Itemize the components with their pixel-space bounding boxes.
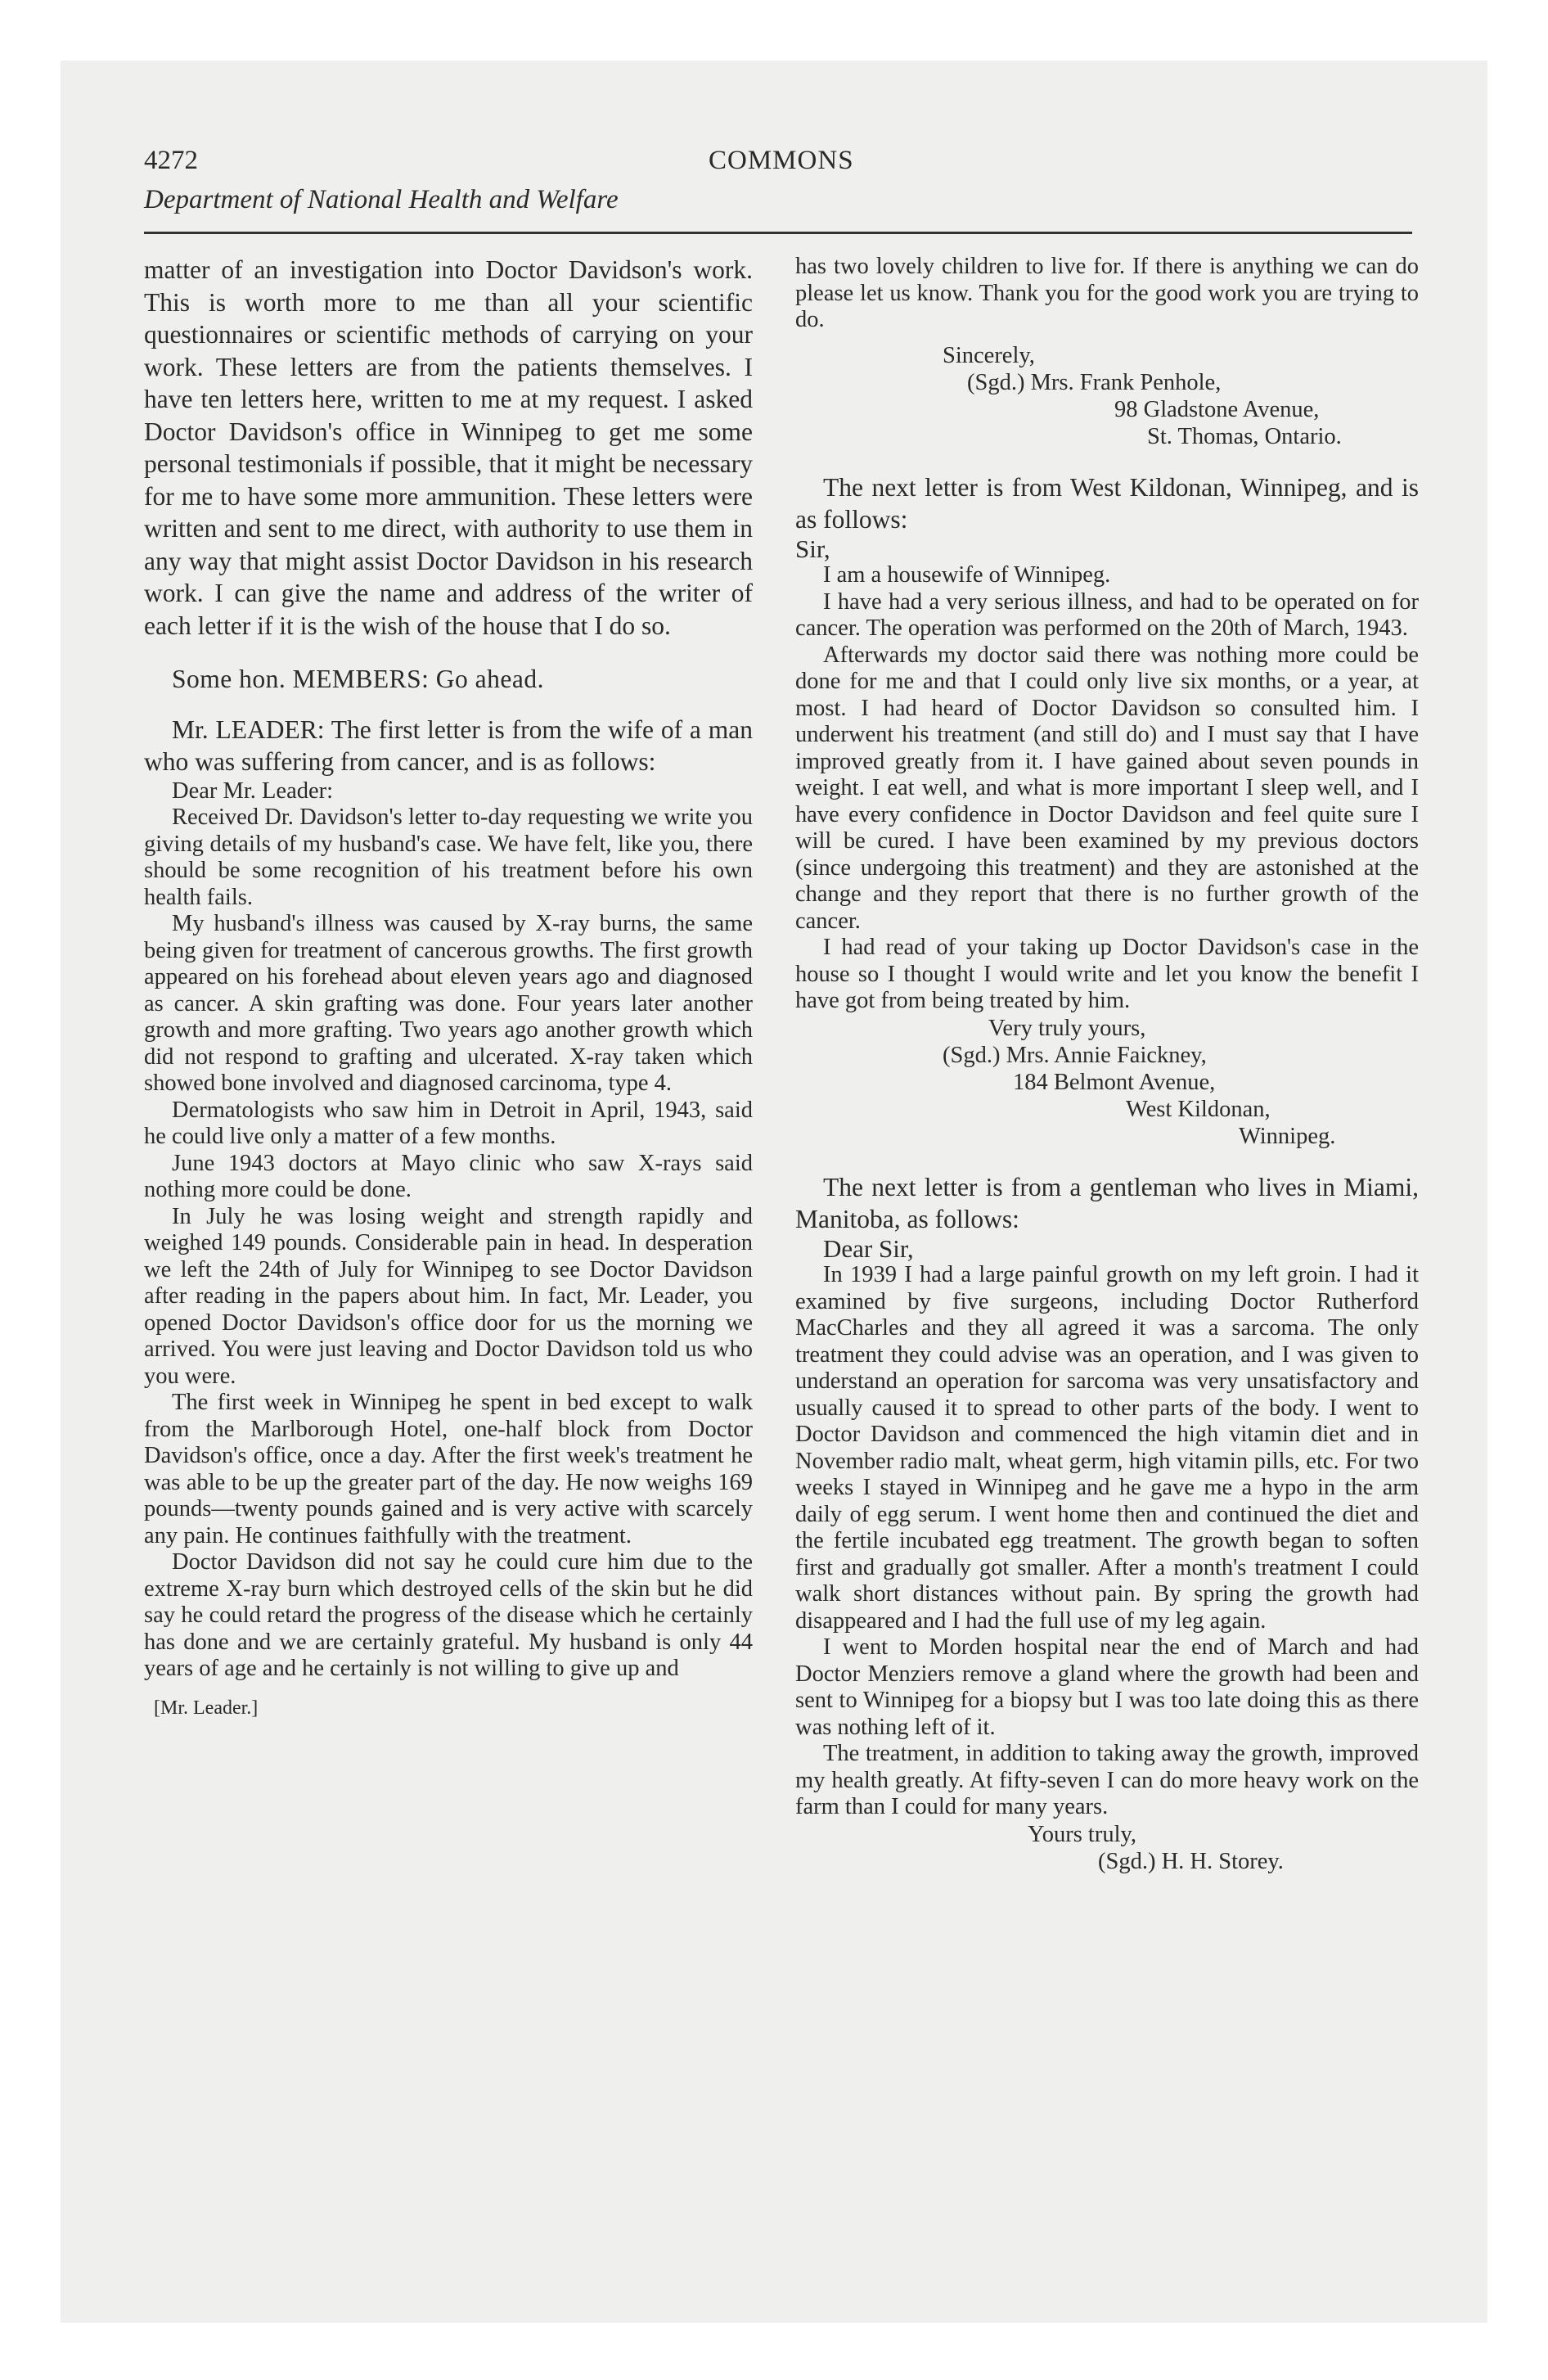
letter-paragraph: The treatment, in addition to taking away the growth, improved my health greatly. At fifty-seven I can do more heavy work on the farm than I could for many years.	[795, 1741, 1419, 1819]
letter-paragraph: My husband's illness was caused by X-ray burns, the same being given for treatment of cancerous growths. The first growth appeared on his forehead about eleven years ago and diagnosed as cancer. A skin grafting was done. Four years later another growth and more grafting. Two years ago another growth which did not respond to grafting and ulcerated. X-ray taken which showed bone involved and diagnosed carcinoma, type 4.	[144, 911, 753, 1096]
signature-line: 184 Belmont Avenue,	[1013, 1069, 1216, 1095]
signature-line: (Sgd.) H. H. Storey.	[1098, 1848, 1284, 1874]
signature-line: (Sgd.) Mrs. Frank Penhole,	[967, 369, 1222, 395]
signature-line: (Sgd.) Mrs. Annie Faickney,	[943, 1042, 1207, 1068]
signature-line: 98 Gladstone Avenue,	[1114, 396, 1320, 422]
signature-line: Yours truly,	[1028, 1821, 1137, 1847]
speech-paragraph: matter of an investigation into Doctor Davidson's work. This is worth more to me than all your scientific questionnaires or scientific methods of carrying on your work. These letters are from the patients themselves. I have ten letters here, written to me at my request. I asked Doctor Davidson's office in Winnipeg to get me some personal testimonials if possible, that it might be necessary for me to have some more ammunition. These letters were written and sent to me direct, with authority to use them in any way that might assist Doctor Davidson in his research work. I can give the name and address of the writer of each letter if it is the wish of the house that I do so.	[144, 255, 753, 640]
signature-block	[795, 342, 1419, 450]
page-number: 4272	[144, 146, 198, 175]
letter-paragraph: In July he was losing weight and strength rapidly and weighed 149 pounds. Considerable pain in head. In desperation we left the 24th of July for Winnipeg to see Doctor Davidson after reading in the papers about him. In fact, Mr. Leader, you opened Doctor Davidson's office door for us the morning we arrived. You were just leaving and Doctor Davidson told us who you were.	[144, 1203, 753, 1389]
signature-line: West Kildonan,	[1126, 1096, 1271, 1122]
letter-paragraph: The first week in Winnipeg he spent in bed except to walk from the Marlborough Hotel, one-half block from Doctor Davidson's office, once a day. After the first week's treatment he was able to be up the greater part of the day. He now weighs 169 pounds—twenty pounds gained and is very active with scarcely any pain. He continues faithfully with the treatment.	[144, 1390, 753, 1548]
letter-paragraph: Afterwards my doctor said there was nothing more could be done for me and that I could only live six months, or a year, at most. I had heard of Doctor Davidson so consulted him. I underwent his treatment (and still do) and I must say that I have improved greatly from it. I have gained about seven pounds in weight. I eat well, and what is more important I sleep well, and I have every confidence in Doctor Davidson and feel quite sure I will be cured. I have been examined by my previous doctors (since undergoing this treatment) and they are astonished at the change and they report that there is no further growth of the cancer.	[795, 642, 1419, 934]
signature-line: Very truly yours,	[988, 1015, 1146, 1041]
letter-salutation: Sir,	[795, 534, 830, 563]
header-rule	[144, 232, 1412, 234]
letter-paragraph: I have had a very serious illness, and had to be operated on for cancer. The operation was performed on the 20th of March, 1943.	[795, 588, 1419, 641]
letter-paragraph: I went to Morden hospital near the end of March and had Doctor Menziers remove a gland where the growth had been and sent to Winnipeg for a biopsy but I was too late doing this as there was nothing left of it.	[795, 1634, 1419, 1740]
letter-paragraph: In 1939 I had a large painful growth on my left groin. I had it examined by five surgeons, including Doctor Rutherford MacCharles and they all agreed it was a sarcoma. The only treatment they could advise was an operation, and I was given to understand an operation for sarcoma was very unsatisfactory and usually caused it to spread to other parts of the body. I went to Doctor Davidson and commenced the high vitamin diet and in November radio malt, wheat germ, high vitamin pills, etc. For two weeks I stayed in Winnipeg and he gave me a hypo in the arm daily of egg serum. I went home then and continued the diet and the fertile incubated egg treatment. The growth began to soften first and gradually got smaller. After a month's treatment I could walk short distances without pain. By spring the growth had disappeared and I had the full use of my leg again.	[795, 1262, 1419, 1634]
signature-block	[795, 1015, 1419, 1150]
running-title: COMMONS	[709, 146, 854, 175]
right-column	[795, 254, 1419, 1875]
section-title: Department of National Health and Welfare	[144, 185, 619, 214]
speech-paragraph: Some hon. MEMBERS: Go ahead.	[172, 665, 544, 693]
letter-paragraph: I had read of your taking up Doctor Davidson's case in the house so I thought I would write and let you know the benefit I have got from being treated by him.	[795, 935, 1419, 1013]
signature-block	[795, 1821, 1419, 1875]
speaker-attribution: [Mr. Leader.]	[154, 1697, 259, 1719]
letter-paragraph: June 1943 doctors at Mayo clinic who saw X-rays said nothing more could be done.	[144, 1150, 753, 1202]
letter-salutation: Dear Mr. Leader:	[172, 778, 334, 804]
letter-paragraph: Doctor Davidson did not say he could cure him due to the extreme X-ray burn which destroyed cells of the skin but he did say he could retard the progress of the disease which he certainly has done and we are certainly grateful. My husband is only 44 years of age and he certainly is not willing to give up and	[144, 1549, 753, 1681]
letter-paragraph: has two lovely children to live for. If there is anything we can do please let us know. Thank you for the good work you are trying to do.	[795, 254, 1419, 332]
speech-paragraph: Mr. LEADER: The first letter is from the wife of a man who was suffering from cancer, and is as follows:	[144, 714, 753, 776]
letter-paragraph: Received Dr. Davidson's letter to-day requesting we write you giving details of my husband's case. We have felt, like you, there should be some recognition of his treatment before his own health fails.	[144, 805, 753, 910]
speech-paragraph: The next letter is from West Kildonan, Winnipeg, and is as follows:	[795, 472, 1419, 534]
signature-line: St. Thomas, Ontario.	[1147, 423, 1342, 449]
speech-paragraph: The next letter is from a gentleman who lives in Miami, Manitoba, as follows:	[795, 1172, 1419, 1233]
letter-salutation: Dear Sir,	[823, 1233, 914, 1263]
signature-line: Sincerely,	[943, 342, 1035, 368]
letter-paragraph: I am a housewife of Winnipeg.	[823, 562, 1111, 588]
left-column	[144, 254, 753, 1720]
letter-paragraph: Dermatologists who saw him in Detroit in April, 1943, said he could live only a matter of a few months.	[144, 1097, 753, 1149]
signature-line: Winnipeg.	[1239, 1123, 1336, 1149]
page-header	[144, 146, 1412, 236]
